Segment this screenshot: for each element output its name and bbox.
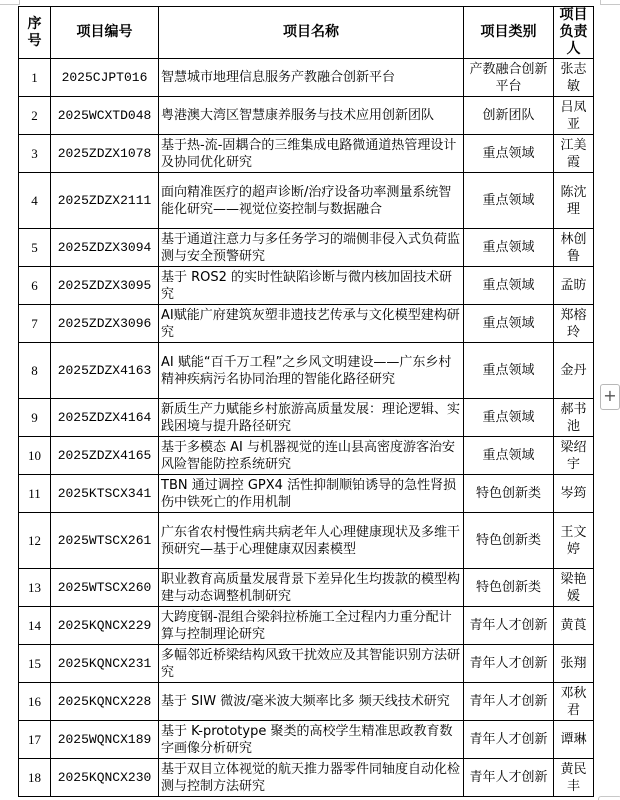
cell-type: 重点领域 bbox=[464, 305, 554, 343]
project-table bbox=[18, 6, 594, 797]
cell-lead: 孟昉 bbox=[554, 267, 594, 305]
cell-name: 职业教育高质量发展背景下差异化生均拨款的模型构建与动态调整机制研究 bbox=[159, 569, 464, 607]
table-row bbox=[19, 399, 594, 437]
cell-type: 青年人才创新 bbox=[464, 759, 554, 797]
cell-code: 2025CJPT016 bbox=[51, 59, 159, 97]
add-row-button[interactable] bbox=[600, 384, 620, 410]
cell-seq: 12 bbox=[19, 513, 51, 569]
cell-seq: 5 bbox=[19, 229, 51, 267]
table-row bbox=[19, 513, 594, 569]
cell-code: 2025KTSCX341 bbox=[51, 475, 159, 513]
cell-name: 新质生产力赋能乡村旅游高质量发展：理论逻辑、实践困境与提升路径研究 bbox=[159, 399, 464, 437]
cell-lead: 黄民丰 bbox=[554, 759, 594, 797]
table-row bbox=[19, 437, 594, 475]
page-corner-mark-top-right bbox=[600, 0, 620, 5]
cell-seq: 2 bbox=[19, 97, 51, 135]
header-type: 项目类别 bbox=[464, 7, 554, 59]
cell-code: 2025ZDZX4163 bbox=[51, 343, 159, 399]
cell-seq: 14 bbox=[19, 607, 51, 645]
cell-code: 2025ZDZX2111 bbox=[51, 173, 159, 229]
cell-name: 粤港澳大湾区智慧康养服务与技术应用创新团队 bbox=[159, 97, 464, 135]
table-row bbox=[19, 721, 594, 759]
cell-lead: 郑榕玲 bbox=[554, 305, 594, 343]
cell-seq: 13 bbox=[19, 569, 51, 607]
cell-code: 2025ZDZX1078 bbox=[51, 135, 159, 173]
cell-type: 重点领域 bbox=[464, 343, 554, 399]
cell-type: 青年人才创新 bbox=[464, 683, 554, 721]
cell-lead: 郝书池 bbox=[554, 399, 594, 437]
cell-code: 2025KQNCX229 bbox=[51, 607, 159, 645]
cell-seq: 4 bbox=[19, 173, 51, 229]
cell-type: 特色创新类 bbox=[464, 569, 554, 607]
header-lead: 项目负责人 bbox=[554, 7, 594, 59]
cell-code: 2025WQNCX189 bbox=[51, 721, 159, 759]
cell-lead: 张翔 bbox=[554, 645, 594, 683]
table-row bbox=[19, 645, 594, 683]
cell-name: 大跨度钢-混组合梁斜拉桥施工全过程内力重分配计算与控制理论研究 bbox=[159, 607, 464, 645]
cell-code: 2025ZDZX3096 bbox=[51, 305, 159, 343]
page-corner-mark-bottom-right bbox=[598, 796, 620, 800]
cell-code: 2025ZDZX3095 bbox=[51, 267, 159, 305]
cell-name: 多幅邻近桥梁结构风致干扰效应及其智能识别方法研究 bbox=[159, 645, 464, 683]
cell-name: 广东省农村慢性病共病老年人心理健康现状及多维干预研究—基于心理健康双因素模型 bbox=[159, 513, 464, 569]
cell-lead: 陈沈理 bbox=[554, 173, 594, 229]
header-seq: 序号 bbox=[19, 7, 51, 59]
table-row bbox=[19, 683, 594, 721]
cell-name: 智慧城市地理信息服务产教融合创新平台 bbox=[159, 59, 464, 97]
cell-seq: 7 bbox=[19, 305, 51, 343]
cell-lead: 黄莨 bbox=[554, 607, 594, 645]
page-corner-mark-top-left bbox=[0, 0, 20, 5]
cell-type: 重点领域 bbox=[464, 437, 554, 475]
cell-type: 重点领域 bbox=[464, 229, 554, 267]
cell-seq: 18 bbox=[19, 759, 51, 797]
cell-type: 青年人才创新 bbox=[464, 645, 554, 683]
cell-code: 2025WTSCX260 bbox=[51, 569, 159, 607]
cell-code: 2025KQNCX228 bbox=[51, 683, 159, 721]
table-row bbox=[19, 59, 594, 97]
cell-name: 基于 K-prototype 聚类的高校学生精准思政教育数字画像分析研究 bbox=[159, 721, 464, 759]
cell-seq: 11 bbox=[19, 475, 51, 513]
cell-lead: 江美霞 bbox=[554, 135, 594, 173]
cell-seq: 9 bbox=[19, 399, 51, 437]
cell-seq: 8 bbox=[19, 343, 51, 399]
cell-seq: 15 bbox=[19, 645, 51, 683]
cell-seq: 6 bbox=[19, 267, 51, 305]
cell-name: 基于双目立体视觉的航天推力器零件同轴度自动化检测与控制方法研究 bbox=[159, 759, 464, 797]
table-row bbox=[19, 173, 594, 229]
cell-name: 基于 ROS2 的实时性缺陷诊断与微内核加固技术研究 bbox=[159, 267, 464, 305]
cell-code: 2025ZDZX4165 bbox=[51, 437, 159, 475]
cell-seq: 10 bbox=[19, 437, 51, 475]
cell-type: 重点领域 bbox=[464, 399, 554, 437]
cell-lead: 梁艳媛 bbox=[554, 569, 594, 607]
cell-seq: 17 bbox=[19, 721, 51, 759]
cell-lead: 金丹 bbox=[554, 343, 594, 399]
table-row bbox=[19, 607, 594, 645]
cell-type: 重点领域 bbox=[464, 267, 554, 305]
table-row bbox=[19, 229, 594, 267]
table-row bbox=[19, 759, 594, 797]
table-row bbox=[19, 97, 594, 135]
cell-lead: 岑筠 bbox=[554, 475, 594, 513]
cell-type: 青年人才创新 bbox=[464, 607, 554, 645]
cell-code: 2025WCXTD048 bbox=[51, 97, 159, 135]
cell-type: 特色创新类 bbox=[464, 475, 554, 513]
table-header-row bbox=[19, 7, 594, 59]
plus-icon: + bbox=[603, 386, 617, 405]
cell-name: 基于 SIW 微波/毫米波大频率比多 频天线技术研究 bbox=[159, 683, 464, 721]
cell-lead: 谭琳 bbox=[554, 721, 594, 759]
cell-type: 特色创新类 bbox=[464, 513, 554, 569]
cell-name: TBN 通过调控 GPX4 活性抑制顺铂诱导的急性肾损伤中铁死亡的作用机制 bbox=[159, 475, 464, 513]
cell-type: 青年人才创新 bbox=[464, 721, 554, 759]
cell-lead: 王文婷 bbox=[554, 513, 594, 569]
cell-code: 2025KQNCX231 bbox=[51, 645, 159, 683]
cell-name: 面向精准医疗的超声诊断/治疗设备功率测量系统智能化研究——视觉位姿控制与数据融合 bbox=[159, 173, 464, 229]
cell-name: AI 赋能“百千万工程”之乡风文明建设——广东乡村精神疾病污名协同治理的智能化路径研究 bbox=[159, 343, 464, 399]
cell-seq: 16 bbox=[19, 683, 51, 721]
cell-lead: 邓秋君 bbox=[554, 683, 594, 721]
cell-type: 创新团队 bbox=[464, 97, 554, 135]
cell-code: 2025WTSCX261 bbox=[51, 513, 159, 569]
cell-name: 基于通道注意力与多任务学习的端侧非侵入式负荷监测与安全预警研究 bbox=[159, 229, 464, 267]
table-row bbox=[19, 267, 594, 305]
cell-name: 基于多模态 AI 与机器视觉的连山县高密度游客治安风险智能防控系统研究 bbox=[159, 437, 464, 475]
header-code: 项目编号 bbox=[51, 7, 159, 59]
table-row bbox=[19, 475, 594, 513]
cell-type: 产教融合创新平台 bbox=[464, 59, 554, 97]
cell-seq: 3 bbox=[19, 135, 51, 173]
cell-lead: 张志敏 bbox=[554, 59, 594, 97]
cell-type: 重点领域 bbox=[464, 173, 554, 229]
cell-lead: 吕凤亚 bbox=[554, 97, 594, 135]
cell-name: 基于热-流-固耦合的三维集成电路微通道热管理设计及协同优化研究 bbox=[159, 135, 464, 173]
cell-lead: 梁绍宇 bbox=[554, 437, 594, 475]
cell-lead: 林创鲁 bbox=[554, 229, 594, 267]
cell-code: 2025ZDZX3094 bbox=[51, 229, 159, 267]
cell-code: 2025ZDZX4164 bbox=[51, 399, 159, 437]
header-name: 项目名称 bbox=[159, 7, 464, 59]
table-row bbox=[19, 135, 594, 173]
cell-code: 2025KQNCX230 bbox=[51, 759, 159, 797]
cell-type: 重点领域 bbox=[464, 135, 554, 173]
cell-name: AI赋能广府建筑灰塑非遗技艺传承与文化模型建构研究 bbox=[159, 305, 464, 343]
table-row bbox=[19, 305, 594, 343]
table-row bbox=[19, 343, 594, 399]
cell-seq: 1 bbox=[19, 59, 51, 97]
table-row bbox=[19, 569, 594, 607]
